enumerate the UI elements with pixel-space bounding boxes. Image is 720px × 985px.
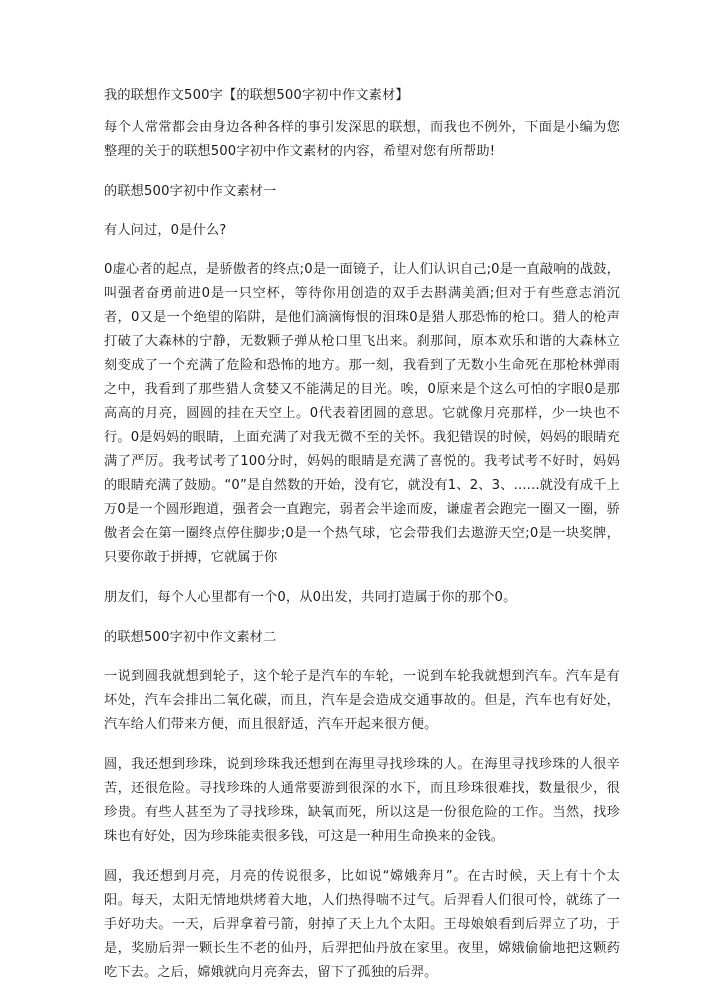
section2-paragraph-1: 一说到圆我就想到轮子，这个轮子是汽车的车轮，一说到车轮我就想到汽车。汽车是有坏处，汽车会排出二氧化碳，而且，汽车是会造成交通事故的。但是，汽车也有好处，汽车给人们带来方便，而且很舒适，汽车开起来很方便。 <box>104 669 620 732</box>
document-page <box>104 84 620 985</box>
section1-heading: 的联想500字初中作文素材一 <box>104 184 277 199</box>
section1-closing: 朋友们，每个人心里都有一个0，从0出发，共同打造属于你的那个0。 <box>104 590 517 605</box>
section2-paragraph-3: 圆，我还想到月亮，月亮的传说很多，比如说“嫦娥奔月”。在古时候，天上有十个太阳。每天，太阳无情地烘烤着大地，人们热得喘不过气。后羿看人们很可怜，就练了一手好功夫。一天，后羿拿着弓箭，射掉了天上九个太阳。王母娘娘看到后羿立了功，于是，奖励后羿一颗长生不老的仙丹，后羿把仙丹放在家里。夜里，嫦娥偷偷地把这颗药吃下去。之后，嫦娥就向月亮奔去，留下了孤独的后羿。 <box>104 869 620 980</box>
section2-heading: 的联想500字初中作文素材二 <box>104 630 277 645</box>
section1-body: 0虚心者的起点，是骄傲者的终点;0是一面镜子，让人们认识自己;0是一直敲响的战鼓，叫强者奋勇前进0是一只空杯，等待你用创造的双手去斟满美酒;但对于有些意志消沉者，0又是一个绝望的陷阱，是他们滴滴悔恨的泪珠0是猎人那恐怖的枪口。猎人的枪声打破了大森林的宁静，无数颗子弹从枪口里飞出来。刹那间，原本欢乐和谐的大森林立刻变成了一个充满了危险和恐怖的地方。那一刻，我看到了无数小生命死在那枪林弹雨之中，我看到了那些猎人贪婪又不能满足的目光。唉，0原来是个这么可怕的字眼0是那高高的月亮，圆圆的挂在天空上。0代表着团圆的意思。它就像月亮那样，少一块也不行。0是妈妈的眼睛，上面充满了对我无微不至的关怀。我犯错误的时候，妈妈的眼睛充满了严厉。我考试考了100分时，妈妈的眼睛是充满了喜悦的。我考试考不好时，妈妈的眼睛充满了鼓励。“0”是自然数的开始，没有它，就没有1、2、3、......就没有成千上万0是一个圆形跑道，强者会一直跑完，弱者会半途而废，谦虚者会跑完一圈又一圈，骄傲者会在第一圈终点停住脚步;0是一个热气球，它会带我们去遨游天空;0是一块奖牌，只要你敢于拼搏，它就属于你 <box>104 262 620 565</box>
section2-paragraph-2: 圆，我还想到珍珠，说到珍珠我还想到在海里寻找珍珠的人。在海里寻找珍珠的人很辛苦，还很危险。寻找珍珠的人通常要游到很深的水下，而且珍珠很难找，数量很少，很珍贵。有些人甚至为了寻找珍珠，缺氧而死，所以这是一份很危险的工作。当然，找珍珠也有好处，因为珍珠能卖很多钱，可这是一种用生命换来的金钱。 <box>104 757 620 844</box>
section1-question: 有人问过，0是什么? <box>104 223 227 238</box>
intro-paragraph: 每个人常常都会由身边各种各样的事引发深思的联想，而我也不例外，下面是小编为您整理的关于的联想500字初中作文素材的内容，希望对您有所帮助! <box>104 120 620 159</box>
document-title: 我的联想作文500字【的联想500字初中作文素材】 <box>104 88 409 103</box>
